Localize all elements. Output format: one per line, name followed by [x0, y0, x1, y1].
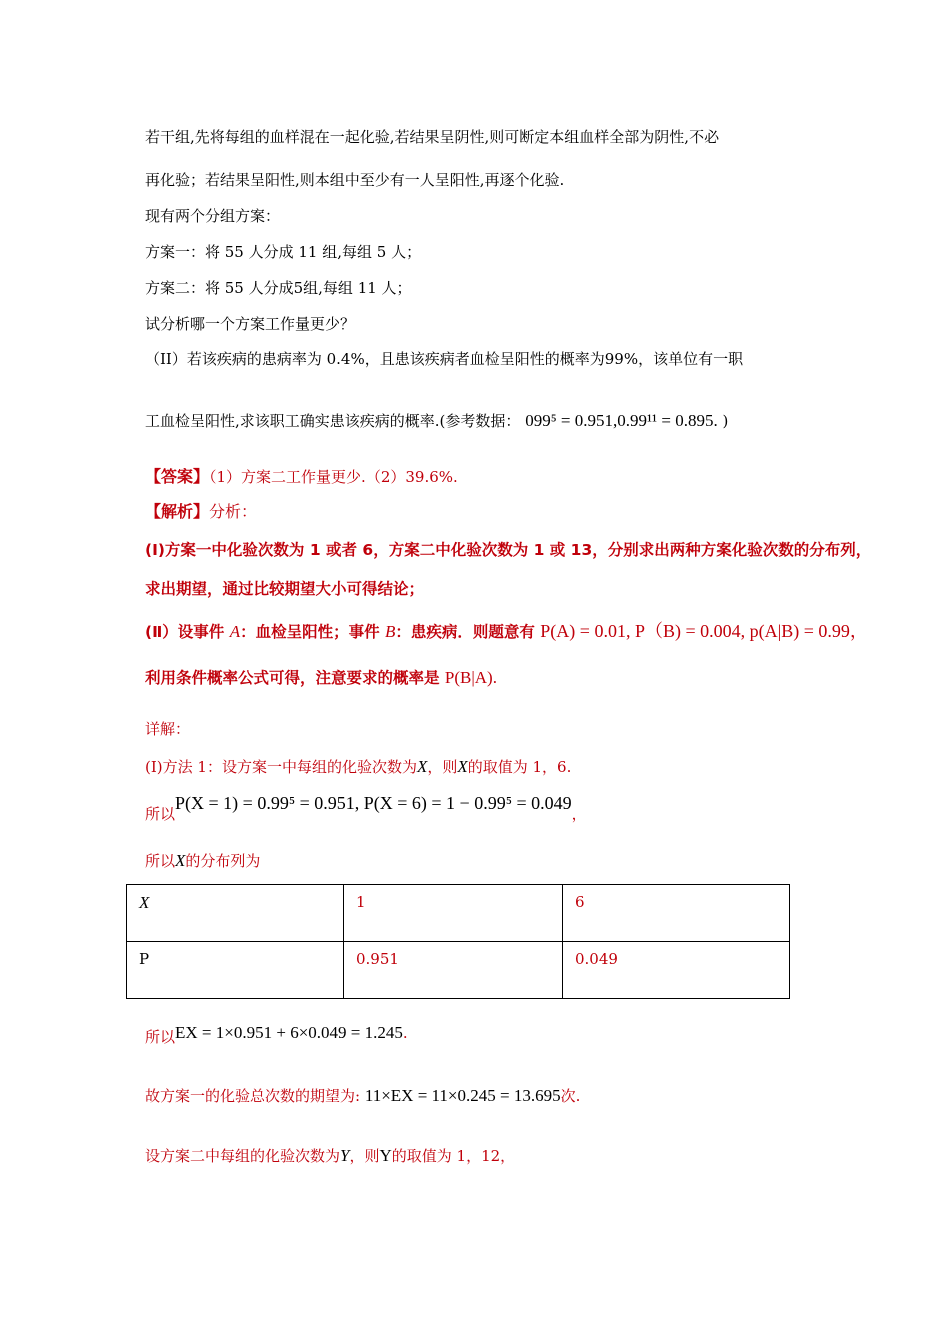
problem-line-3: 现有两个分组方案： — [145, 207, 281, 225]
analysis-p2-text1: (Ⅱ）设事件 — [145, 623, 230, 641]
analysis-p2-line2-formula: P(B|A). — [444, 668, 497, 687]
distribution-table — [126, 884, 790, 999]
total-line — [145, 1085, 580, 1107]
plan-two: 方案二：将 55 人分成5组,每组 11 人； — [145, 279, 412, 297]
dist-end: 的分布列为 — [185, 852, 261, 870]
problem-line-2: 再化验；若结果呈阳性,则本组中至少有一人呈阳性,再逐个化验. — [145, 171, 565, 189]
total-text: 故方案一的化验总次数的期望为: — [145, 1087, 365, 1105]
table-cell: 6 — [563, 885, 790, 942]
table-cell-p-label: P — [127, 942, 344, 999]
plan2-y2: Y — [379, 1146, 392, 1165]
prob-end: ， — [571, 805, 587, 823]
dist-text: 所以 — [145, 852, 176, 870]
answer-line — [145, 466, 458, 488]
problem-line-1: 若干组,先将每组的血样混在一起化验,若结果呈阴性,则可断定本组血样全部为阴性,不必 — [145, 128, 720, 146]
method-mid: ，则 — [427, 758, 458, 776]
plan2-mid: ，则 — [349, 1147, 380, 1165]
prob-so: 所以 — [145, 805, 176, 823]
detail-heading: 详解： — [145, 720, 191, 738]
exp-so: 所以 — [145, 1028, 176, 1046]
question-line: 试分析哪一个方案工作量更少？ — [145, 315, 356, 333]
prob-line — [145, 792, 587, 823]
analysis-heading-line — [145, 501, 257, 523]
part-two-text: 工血检呈阳性,求该职工确实患该疾病的概率.(参考数据： — [145, 412, 521, 430]
total-formula: 11×EX = 11×0.245 = 13.695 — [364, 1086, 561, 1105]
expectation-line — [145, 1022, 408, 1044]
part-two-close: ) — [722, 412, 729, 430]
method-text: (Ⅰ)方法 1：设方案一中每组的化验次数为 — [145, 758, 417, 776]
exp-end: . — [402, 1024, 408, 1042]
method-x: X — [416, 757, 428, 776]
prob-formula: P(X = 1) = 0.99⁵ = 0.951, P(X = 6) = 1 − 0.99⁵ = 0.049 — [175, 793, 572, 813]
dist-x: X — [175, 851, 186, 870]
table-cell: 0.049 — [563, 942, 790, 999]
table-row — [127, 885, 790, 942]
event-b: B — [385, 622, 396, 641]
answer-text: （1）方案二工作量更少.（2）39.6%. — [209, 468, 458, 486]
analysis-p2-text3: ：患疾病．则题意有 — [395, 623, 541, 641]
table-cell-x-label: X — [127, 885, 344, 942]
event-a: A — [229, 622, 241, 641]
analysis-p2-formula: P(A) = 0.01, P（B) = 0.004, p(A|B) = 0.99， — [540, 621, 868, 641]
dist-line — [145, 850, 260, 872]
analysis-p1-line1: (Ⅰ)方案一中化验次数为 1 或者 6，方案二中化验次数为 1 或 13，分别求出两种方案化验次数的分布列， — [145, 541, 872, 559]
part-two-cont — [145, 410, 728, 432]
method-line — [145, 756, 571, 778]
plan2-text: 设方案二中每组的化验次数为 — [145, 1147, 341, 1165]
table-cell: 0.951 — [344, 942, 563, 999]
exp-formula: EX = 1×0.951 + 6×0.049 = 1.245 — [175, 1023, 403, 1042]
table-row — [127, 942, 790, 999]
table-cell: 1 — [344, 885, 563, 942]
plan-one: 方案一：将 55 人分成 11 组,每组 5 人； — [145, 243, 422, 261]
analysis-label: 【解析】 — [145, 502, 210, 521]
answer-label: 【答案】 — [145, 467, 210, 486]
analysis-p2-line2 — [145, 667, 497, 689]
analysis-p2-text2: ：血检呈阳性；事件 — [240, 623, 385, 641]
plan-two-detail-line — [145, 1145, 515, 1167]
plan2-y: Y — [340, 1146, 350, 1165]
analysis-p1-line2: 求出期望，通过比较期望大小可得结论； — [145, 580, 425, 598]
reference-data-formula: 099⁵ = 0.951,0.99¹¹ = 0.895. — [525, 411, 718, 430]
method-end: 的取值为 1，6. — [467, 758, 572, 776]
analysis-p2-line2-text: 利用条件概率公式可得，注意要求的概率是 — [145, 669, 445, 687]
part-two-line: （II）若该疾病的患病率为 0.4%，且患该疾病者血检呈阳性的概率为99%，该单位有一职 — [145, 350, 744, 368]
plan2-end: 的取值为 1，12， — [391, 1147, 516, 1165]
method-x2: X — [457, 757, 468, 776]
analysis-p2-line1 — [145, 620, 868, 643]
total-end: 次. — [560, 1087, 581, 1105]
analysis-heading: 分析： — [209, 502, 258, 521]
